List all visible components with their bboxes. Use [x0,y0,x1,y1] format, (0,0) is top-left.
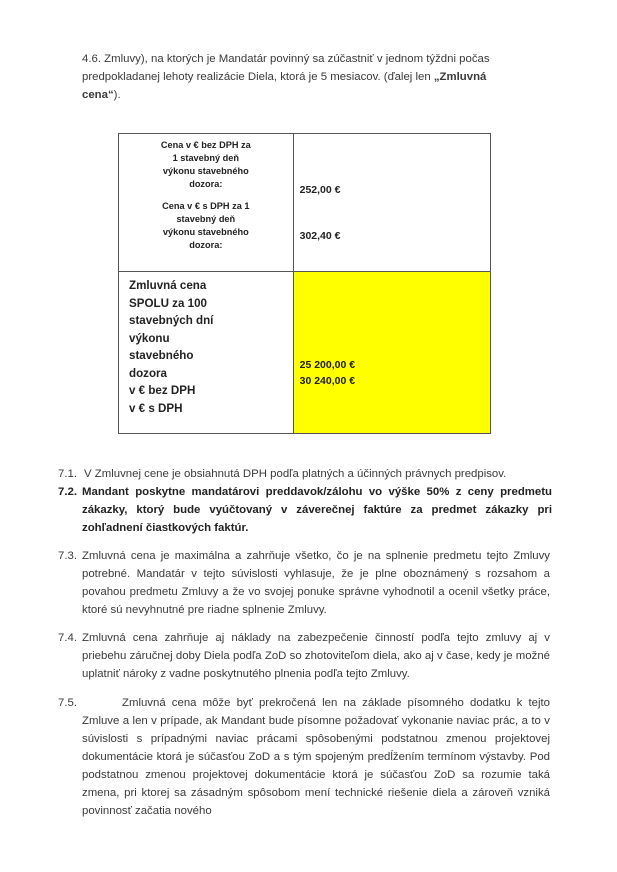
intro-line-1: 4.6. Zmluvy), na ktorých je Mandatár povinný sa zúčastniť v jednom týždni počas [82,53,490,65]
daily-rate-amount-cell [293,134,490,272]
daily-rate-label-cell [119,134,294,272]
daily-rate-label-with-vat: Cena v € s DPH za 1 stavebný deň výkonu stavebného dozora: [162,201,250,250]
section-text: V Zmluvnej cene je obsiahnutá DPH podľa platných a účinných právnych predpisov. [84,468,507,480]
section-text: Zmluvná cena môže byť prekročená len na základe písomného dodatku k tejto Zmluve a len v prípade, ak Mandant bude písomne požadovať vykonanie naviac prác, a to v súvislosti s prípadnými naviac prácami spôsobenými podstatnou zmenou projektovej dokumentácie ktorá je súčasťou ZoD a s tým spojeným predĺžením termínom výstavby. Pod podstatnou zmenou projektovej dokumentácie ktorá je súčasťou ZoD sa rozumie taká zmena, pri ktorej sa zásadným spôsobom mení technické riešenie diela a zároveň vzniká povinnosť začatia nového [82,697,550,817]
total-price-amount-with-vat: 30 240,00 € [299,375,356,387]
intro-line-2-text: predpokladanej lehoty realizácie Diela, ktorá je 5 mesiacov. (ďalej len [82,71,434,83]
section-text: Mandant poskytne mandatárovi preddavok/zálohu vo výške 50% z ceny predmetu zákazky, ktorý bude vyúčtovaný v záverečnej faktúre za predmet zákazky pri zohľadnení čiastkových faktúr. [82,486,552,534]
zmluvna-cena-term: „Zmluvná cena“ [82,71,487,101]
total-price-label: Zmluvná cena SPOLU za 100 stavebných dní výkonu stavebného dozora v € bez DPH v € s DPH [129,279,214,415]
price-table [118,133,491,434]
total-price-amount-cell [293,272,490,434]
section-7-2 [58,483,552,537]
section-7-3 [58,547,550,619]
daily-rate-label-without-vat: Cena v € bez DPH za 1 stavebný deň výkonu stavebného dozora: [160,140,251,189]
section-number: 7.1. [58,468,77,480]
price-table-row-total [119,272,491,434]
total-price-label-cell [119,272,294,434]
section-text: Zmluvná cena zahrňuje aj náklady na zabezpečenie činností podľa tejto zmluvy aj v priebehu záručnej doby Diela podľa ZoD so zhotoviteľom diela, ako aj v čase, kedy je možné uplatniť nároky z vadne poskytnutého plnenia podľa tejto Zmluvy. [82,632,550,680]
section-number: 7.2. [58,486,77,498]
price-table-row-daily [119,134,491,272]
section-7-1 [58,465,518,483]
daily-rate-amount-without-vat: 252,00 € [299,184,341,196]
section-text: Zmluvná cena je maximálna a zahrňuje všetko, čo je na splnenie predmetu tejto Zmluvy potrebné. Mandatár v tejto súvislosti vyhlasuje, že je plne oboznámený s rozsahom a povahou predmetu Zmluvy a že vo svojej ponuke správne vyhodnotil a ocenil všetky práce, ktoré sú nevyhnutné pre riadne splnenie Zmluvy. [82,550,550,616]
section-7-5 [58,694,550,820]
section-number: 7.4. [58,632,77,644]
section-number: 7.3. [58,550,77,562]
daily-rate-amount-with-vat: 302,40 € [299,230,341,242]
section-7-4 [58,629,550,683]
total-price-amount-without-vat: 25 200,00 € [299,359,356,371]
intro-line-2 [82,68,522,104]
intro-line-2-end: ). [113,89,121,101]
section-number: 7.5. [58,697,77,709]
